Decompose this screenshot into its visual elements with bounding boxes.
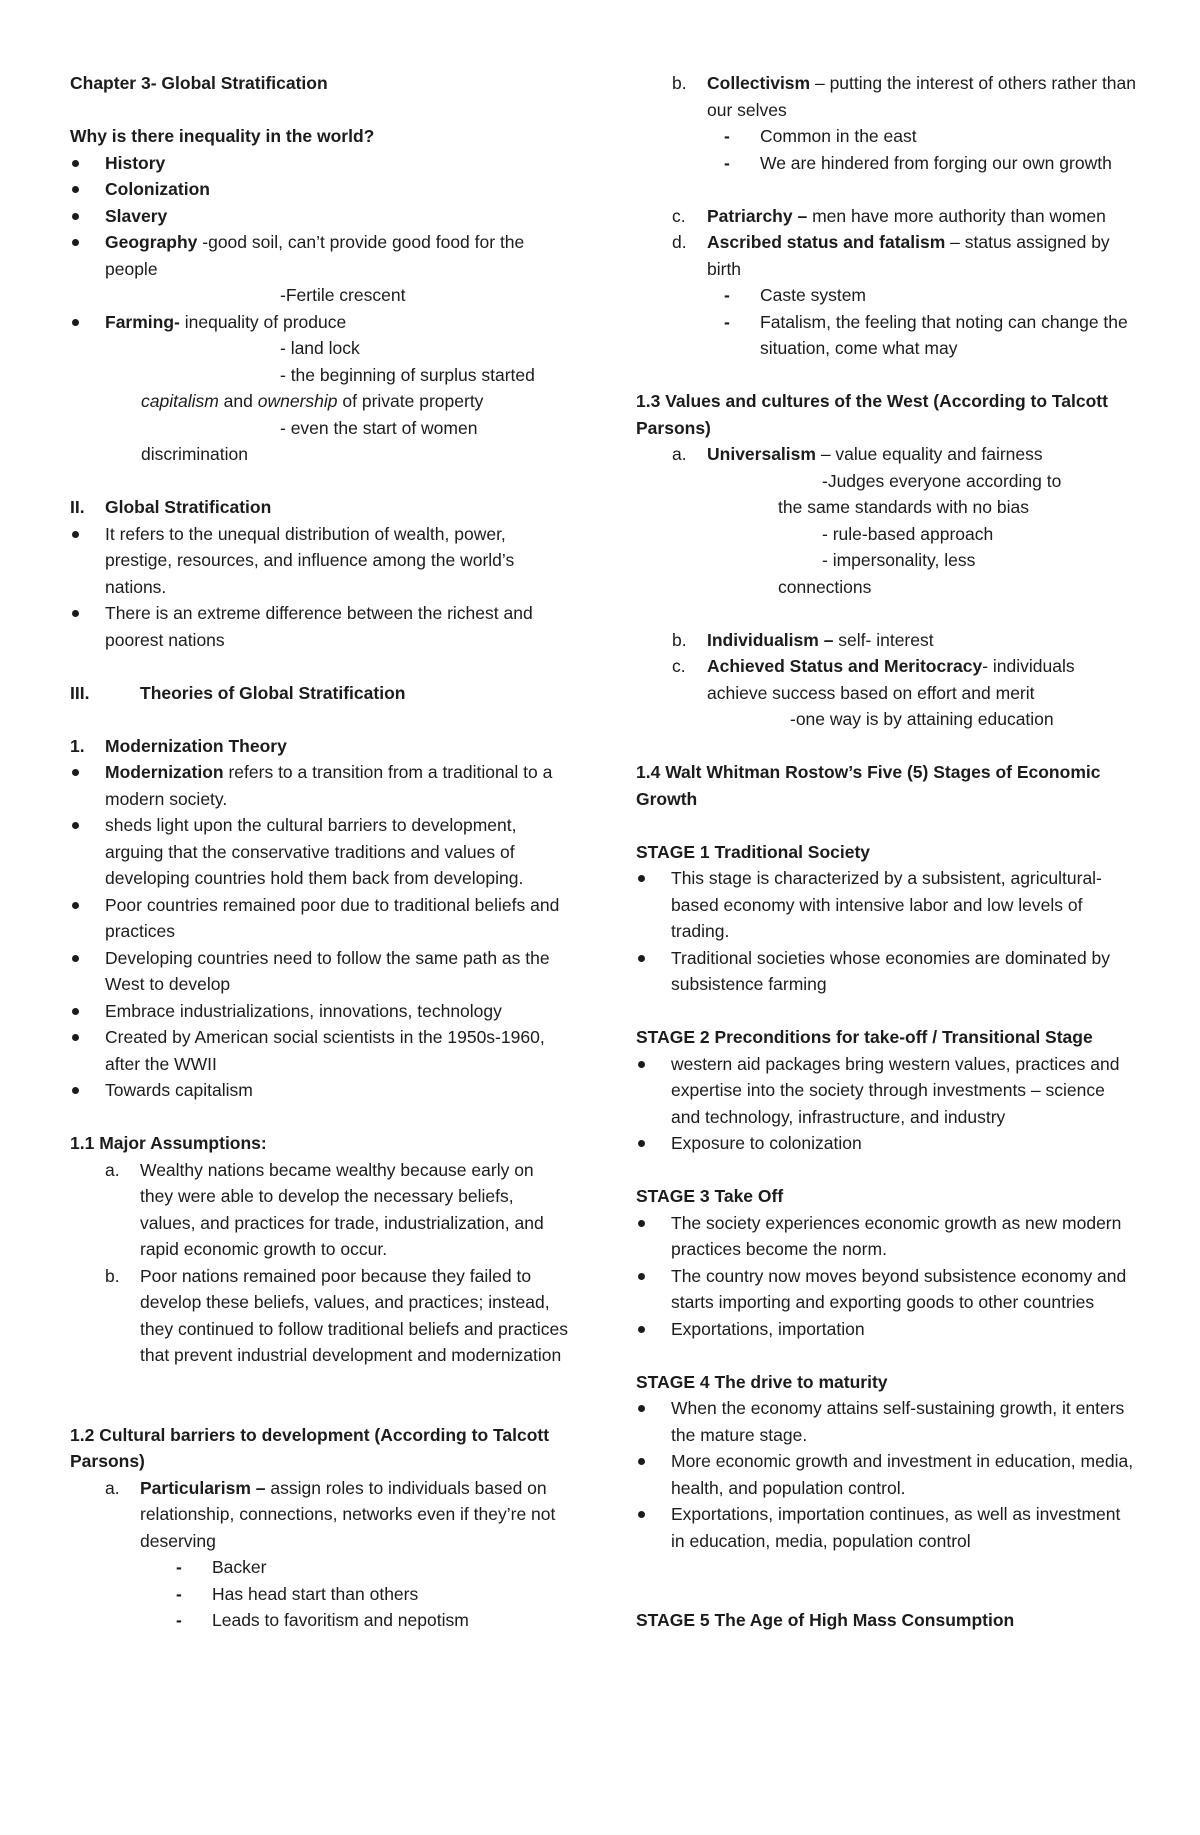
list-item: a. Particularism – assign roles to individuals based on relationship, connections, networks even if they’re not deserving <box>105 1477 556 1551</box>
ascribed-list <box>654 282 1136 362</box>
universalism-sub: connections <box>778 576 872 597</box>
list-item: a. Wealthy nations became wealthy because early on they were able to develop the necessary beliefs, values, and practices for trade, industrialization, and rapid economic growth to occur. <box>105 1159 544 1259</box>
list-item: - Leads to favoritism and nepotism <box>106 1607 570 1634</box>
list-item: Embrace industrializations, innovations, technology <box>70 998 570 1025</box>
stage-3-list <box>636 1210 1136 1343</box>
list-item: western aid packages bring western values, practices and expertise into the society through investments – science and technology, infrastructure, and industry <box>636 1051 1136 1131</box>
list-item: Exposure to colonization <box>636 1130 1136 1157</box>
meritocracy-sub: -one way is by attaining education <box>790 709 1054 729</box>
modernization-list <box>70 759 570 1104</box>
list-item: It refers to the unequal distribution of wealth, power, prestige, resources, and influence among the world’s nations. <box>70 521 570 601</box>
rostow-heading: 1.4 Walt Whitman Rostow’s Five (5) Stages of Economic Growth <box>636 762 1101 809</box>
stage-1-heading: STAGE 1 Traditional Society <box>636 841 871 862</box>
farming-sub: - land lock <box>280 338 360 358</box>
stage-3-heading: STAGE 3 Take Off <box>636 1186 784 1206</box>
list-item: History <box>70 150 570 177</box>
universalism-sub: -Judges everyone according to <box>822 470 1062 491</box>
list-item: b. Individualism – self- interest <box>672 629 934 650</box>
list-item: c. Patriarchy – men have more authority than women <box>672 205 1106 226</box>
stage-4-heading: STAGE 4 The drive to maturity <box>636 1371 888 1392</box>
list-item: There is an extreme difference between the richest and poorest nations <box>70 600 570 653</box>
stage-2-list <box>636 1051 1136 1157</box>
why-list <box>70 150 570 283</box>
list-item: Colonization <box>70 176 570 203</box>
chapter-title: Chapter 3- Global Stratification <box>70 73 328 93</box>
list-item: Exportations, importation continues, as well as investment in education, media, population control <box>636 1501 1136 1554</box>
list-item: sheds light upon the cultural barriers to development, arguing that the conservative traditions and values of developing countries hold them back from developing. <box>70 812 570 892</box>
list-item: - Has head start than others <box>106 1581 570 1608</box>
geography-sub: -Fertile crescent <box>280 285 406 305</box>
right-column <box>636 70 1136 1634</box>
list-item: b. Collectivism – putting the interest of others rather than our selves <box>672 73 1137 120</box>
universalism-sub: - rule-based approach <box>822 523 994 544</box>
barriers-heading: 1.2 Cultural barriers to development (According to Talcott Parsons) <box>70 1424 550 1471</box>
list-item: The society experiences economic growth as new modern practices become the norm. <box>636 1210 1136 1263</box>
list-item: - Backer <box>106 1554 570 1581</box>
modernization-heading: 1. Modernization Theory <box>70 735 287 756</box>
list-item: - Common in the east <box>654 123 1136 150</box>
stage-5-heading: STAGE 5 The Age of High Mass Consumption <box>636 1610 1015 1630</box>
farming-sub: - the beginning of surplus started <box>280 364 535 385</box>
list-item: c. Achieved Status and Meritocracy- individuals achieve success based on effort and merit <box>672 656 1075 703</box>
why-list-cont <box>70 309 570 336</box>
list-item: Poor countries remained poor due to traditional beliefs and practices <box>70 892 570 945</box>
section-heading: III. Theories of Global Stratification <box>70 682 406 703</box>
farming-sub: capitalism and ownership of private property <box>141 391 484 411</box>
list-item: d. Ascribed status and fatalism – status assigned by birth <box>672 232 1110 279</box>
stage-1-list <box>636 865 1136 998</box>
universalism-sub: the same standards with no bias <box>778 497 1029 517</box>
list-item: a. Universalism – value equality and fairness <box>672 444 1043 464</box>
list-item: The country now moves beyond subsistence economy and starts importing and exporting goods to other countries <box>636 1263 1136 1316</box>
list-item: Towards capitalism <box>70 1077 570 1104</box>
list-item: - Fatalism, the feeling that noting can change the situation, come what may <box>654 309 1136 362</box>
universalism-sub: - impersonality, less <box>822 550 976 570</box>
left-column <box>70 70 570 1634</box>
list-item: Developing countries need to follow the same path as the West to develop <box>70 945 570 998</box>
list-item: More economic growth and investment in education, media, health, and population control. <box>636 1448 1136 1501</box>
list-item: Traditional societies whose economies are dominated by subsistence farming <box>636 945 1136 998</box>
list-item: Slavery <box>70 203 570 230</box>
list-item: - Caste system <box>654 282 1136 309</box>
west-heading: 1.3 Values and cultures of the West (According to Talcott Parsons) <box>636 391 1108 438</box>
list-item: b. Poor nations remained poor because they failed to develop these beliefs, values, and practices; instead, they continued to follow traditional beliefs and practices that prevent industrial development and modernization <box>105 1265 569 1365</box>
list-item: Geography -good soil, can’t provide good food for the people <box>70 229 570 282</box>
particularism-list <box>106 1554 570 1634</box>
stage-2-heading: STAGE 2 Preconditions for take-off / Transitional Stage <box>636 1027 1093 1047</box>
list-item: When the economy attains self-sustaining growth, it enters the mature stage. <box>636 1395 1136 1448</box>
farming-sub: - even the start of women <box>280 417 478 438</box>
list-item: Modernization refers to a transition from a traditional to a modern society. <box>70 759 570 812</box>
list-item: - We are hindered from forging our own growth <box>654 150 1136 177</box>
farming-sub: discrimination <box>141 444 248 464</box>
stratification-list <box>70 521 570 654</box>
collectivism-list <box>654 123 1136 176</box>
list-item: Farming- inequality of produce <box>70 309 570 336</box>
assumptions-heading: 1.1 Major Assumptions: <box>70 1133 267 1153</box>
list-item: Exportations, importation <box>636 1316 1136 1343</box>
section-heading: II. Global Stratification <box>70 497 272 517</box>
list-item: Created by American social scientists in the 1950s-1960, after the WWII <box>70 1024 570 1077</box>
stage-4-list <box>636 1395 1136 1554</box>
list-item: This stage is characterized by a subsistent, agricultural-based economy with intensive labor and low levels of trading. <box>636 865 1136 945</box>
why-heading: Why is there inequality in the world? <box>70 126 375 146</box>
